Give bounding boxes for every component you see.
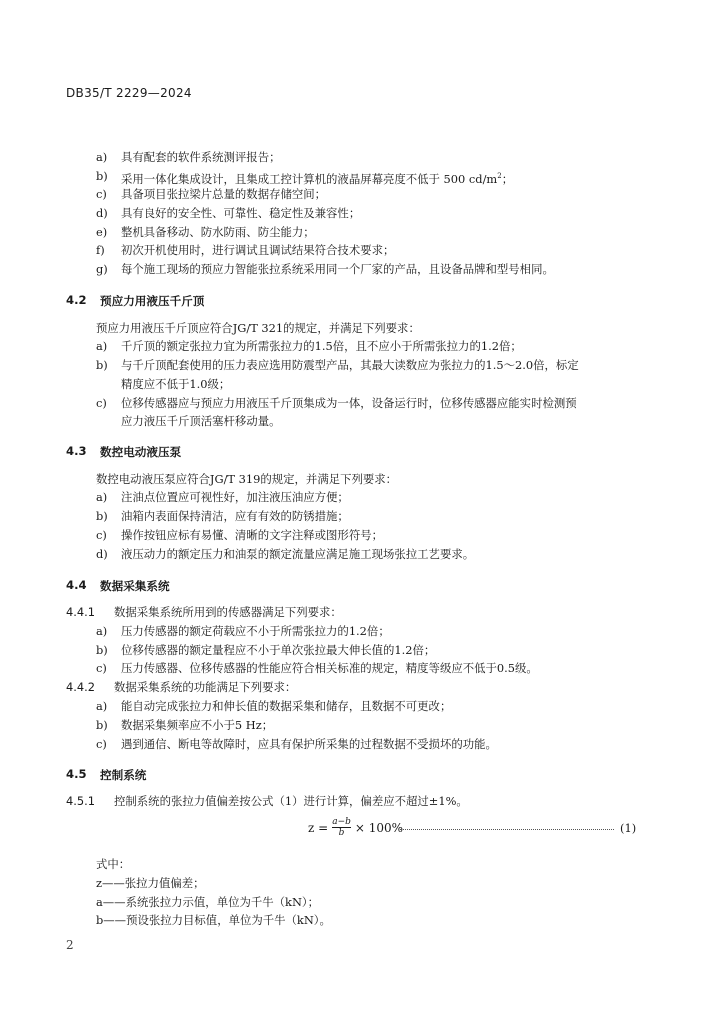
variable-definition: z——张拉力值偏差； <box>96 876 205 890</box>
list-item-continuation: 应力液压千斤顶活塞杆移动量。 <box>121 414 281 428</box>
list-label: b) <box>96 643 108 657</box>
list-item: 注油点位置应可视性好，加注液压油应方便； <box>121 490 349 504</box>
list-item: 遇到通信、断电等故障时，应具有保护所采集的过程数据不受损坏的功能。 <box>121 737 497 751</box>
list-item-continuation: 精度应不低于1.0级； <box>121 377 231 391</box>
formula <box>308 817 403 838</box>
section-number: 4.3 <box>66 444 87 458</box>
variable-definition: a——系统张拉力示值，单位为千牛（kN）； <box>96 895 319 909</box>
list-item: 油箱内表面保持清洁，应有有效的防锈措施； <box>121 509 349 523</box>
list-item-text: 采用一体化集成设计，且集成工控计算机的液晶屏幕亮度不低于 500 cd/m <box>121 171 498 186</box>
list-item: 具备项目张拉梁片总量的数据存储空间； <box>121 187 327 201</box>
list-label: c) <box>96 661 107 675</box>
leader-dots <box>400 829 614 830</box>
paragraph: 数控电动液压泵应符合JG/T 319的规定，并满足下列要求： <box>96 472 398 486</box>
subsection-number: 4.4.1 <box>66 605 95 619</box>
page-number: 2 <box>66 938 74 952</box>
list-item: 每个施工现场的预应力智能张拉系统采用同一个厂家的产品，且设备品牌和型号相同。 <box>121 262 554 276</box>
list-item: 能自动完成张拉力和伸长值的数据采集和储存，且数据不可更改； <box>121 699 452 713</box>
subsection-text: 数据采集系统所用到的传感器满足下列要求： <box>114 605 342 619</box>
list-item: 整机具备移动、防水防雨、防尘能力； <box>121 225 315 239</box>
list-item <box>121 169 513 187</box>
section-title: 数控电动液压泵 <box>100 445 182 459</box>
formula-denominator: b <box>338 828 345 838</box>
section-title: 预应力用液压千斤顶 <box>100 294 205 308</box>
list-item: 操作按钮应标有易懂、清晰的文字注释或图形符号； <box>121 528 383 542</box>
list-item: 千斤顶的额定张拉力宜为所需张拉力的1.5倍，且不应小于所需张拉力的1.2倍； <box>121 339 522 353</box>
variable-definition: b——预设张拉力目标值，单位为千牛（kN）。 <box>96 913 331 927</box>
list-label: e) <box>96 225 108 239</box>
list-item: 具有配套的软件系统测评报告； <box>121 150 281 164</box>
where-label: 式中： <box>96 857 131 871</box>
section-title: 控制系统 <box>100 768 147 782</box>
list-label: g) <box>96 262 108 276</box>
section-number: 4.4 <box>66 578 87 592</box>
list-label: b) <box>96 509 108 523</box>
list-label: c) <box>96 396 107 410</box>
list-label: f) <box>96 243 105 257</box>
list-label: a) <box>96 150 108 164</box>
list-label: a) <box>96 490 108 504</box>
equation-number: (1) <box>620 821 637 835</box>
paragraph: 预应力用液压千斤顶应符合JG/T 321的规定，并满足下列要求： <box>96 321 420 335</box>
list-item: 液压动力的额定压力和油泵的额定流量应满足施工现场张拉工艺要求。 <box>121 547 475 561</box>
section-number: 4.5 <box>66 767 87 781</box>
formula-fraction <box>332 817 351 838</box>
list-label: b) <box>96 169 108 183</box>
list-label: a) <box>96 339 108 353</box>
list-item: 位移传感器的额定量程应不小于单次张拉最大伸长值的1.2倍； <box>121 643 436 657</box>
subsection-number: 4.5.1 <box>66 794 95 808</box>
list-label: c) <box>96 528 107 542</box>
formula-rhs: × 100% <box>354 820 404 835</box>
list-label: d) <box>96 206 108 220</box>
list-label: a) <box>96 624 108 638</box>
list-item-suffix: ； <box>501 171 514 186</box>
subsection-text: 控制系统的张拉力值偏差按公式（1）进行计算，偏差应不超过±1%。 <box>114 794 468 808</box>
list-item: 初次开机使用时，进行调试且调试结果符合技术要求； <box>121 243 395 257</box>
list-label: a) <box>96 699 108 713</box>
formula-numerator: a−b <box>332 817 351 827</box>
subsection-number: 4.4.2 <box>66 680 95 694</box>
document-code: DB35/T 2229—2024 <box>66 86 192 100</box>
list-label: b) <box>96 358 108 372</box>
subsection-text: 数据采集系统的功能满足下列要求： <box>114 680 297 694</box>
list-label: c) <box>96 187 107 201</box>
list-label: c) <box>96 737 107 751</box>
list-item: 与千斤顶配套使用的压力表应选用防震型产品，其最大读数应为张拉力的1.5～2.0倍，标定 <box>121 358 579 372</box>
list-item: 压力传感器的额定荷载应不小于所需张拉力的1.2倍； <box>121 624 390 638</box>
list-item: 位移传感器应与预应力用液压千斤顶集成为一体，设备运行时，位移传感器应能实时检测预 <box>121 396 577 410</box>
section-title: 数据采集系统 <box>100 579 170 593</box>
list-label: d) <box>96 547 108 561</box>
list-item: 数据采集频率应不小于5 Hz； <box>121 718 274 732</box>
formula-lhs: z = <box>308 820 329 835</box>
superscript: 2 <box>497 172 502 180</box>
list-item: 具有良好的安全性、可靠性、稳定性及兼容性； <box>121 206 361 220</box>
section-number: 4.2 <box>66 293 87 307</box>
list-label: b) <box>96 718 108 732</box>
list-item: 压力传感器、位移传感器的性能应符合相关标准的规定，精度等级应不低于0.5级。 <box>121 661 538 675</box>
